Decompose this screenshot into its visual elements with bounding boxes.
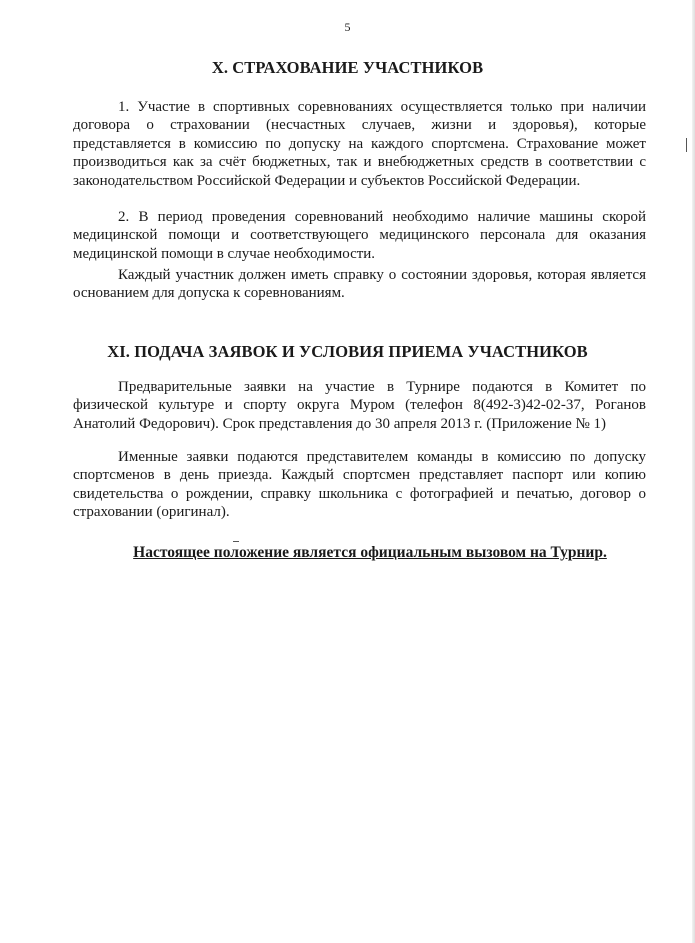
- section-11-paragraph-1: Предварительные заявки на участие в Турнире подаются в Комитет по физической культуре и спорту округа Муром (телефон 8(492-3)42-02-37, Роганов Анатолий Федорович). Срок представления до 30 апреля 2013 г. (Приложение № 1): [73, 379, 646, 432]
- section-10-paragraph-3: Каждый участник должен иметь справку о состоянии здоровья, которая является основанием для допуска к соревнованиям.: [73, 267, 646, 302]
- section-11-paragraph-2: Именные заявки подаются представителем команды в комиссию по допуску спортсменов в день приезда. Каждый спортсмен представляет паспорт или копию свидетельства о рождении, справку школьника с фотографией и печатью, договор о страховании (оригинал).: [73, 449, 646, 521]
- page-number: 5: [344, 20, 351, 34]
- scan-mark: [233, 541, 239, 542]
- scan-edge-mark: [686, 138, 687, 152]
- section-10-heading: X. СТРАХОВАНИЕ УЧАСТНИКОВ: [211, 58, 484, 77]
- official-invitation-note: Настоящее положение является официальным вызовом на Турнир.: [133, 544, 607, 561]
- section-11-heading: XI. ПОДАЧА ЗАЯВОК И УСЛОВИЯ ПРИЕМА УЧАСТНИКОВ: [107, 342, 588, 361]
- section-10-paragraph-2: 2. В период проведения соревнований необходимо наличие машины скорой медицинской помощи и соответствующего медицинского персонала для оказания медицинской помощи в случае необходимости.: [73, 209, 646, 262]
- section-10-paragraph-1: 1. Участие в спортивных соревнованиях осуществляется только при наличии договора о страховании (несчастных случаев, жизни и здоровья), которые представляется в комиссию по допуску на каждого спортсмена. Страхование может производиться как за счёт бюджетных, так и внебюджетных средств в соответствии с законодательством Российской Федерации и субъектов Российской Федерации.: [73, 99, 646, 189]
